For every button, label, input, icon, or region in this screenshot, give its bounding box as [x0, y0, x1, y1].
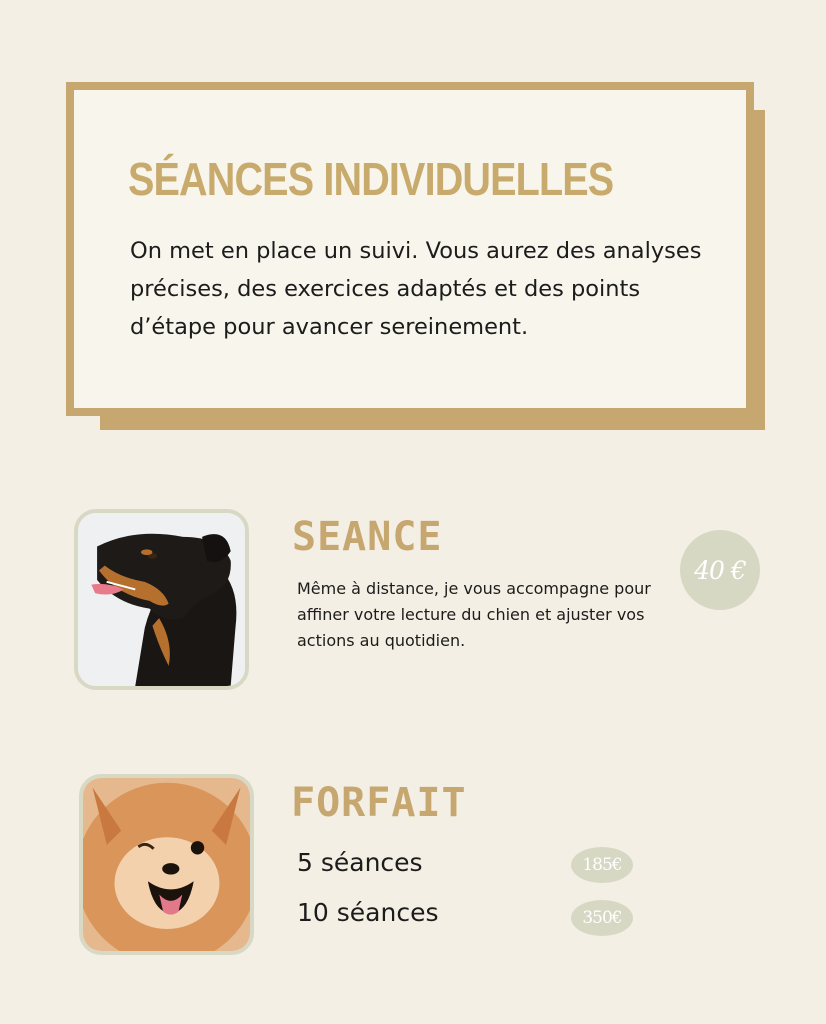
package-5-price: 185€ — [582, 855, 622, 875]
package-5-label: 5 séances — [297, 848, 423, 877]
rottweiler-photo — [74, 509, 249, 690]
package-10-label: 10 séances — [297, 898, 439, 927]
forfait-title: FORFAIT — [291, 780, 467, 826]
seance-description: Même à distance, je vous accompagne pour affiner votre lecture du chien et ajuster vos actions au quotidien. — [297, 579, 651, 650]
package-5-price-badge — [571, 847, 633, 883]
header-card — [66, 82, 754, 416]
package-10-price: 350€ — [582, 908, 622, 928]
page-title: SÉANCES INDIVIDUELLES — [128, 153, 614, 205]
package-10-price-badge — [571, 900, 633, 936]
header-description: On met en place un suivi. Vous aurez des analyses précises, des exercices adaptés et des points d’étape pour avancer sereinement. — [130, 238, 702, 340]
seance-price-badge — [680, 530, 760, 610]
seance-title: SEANCE — [292, 514, 443, 560]
pomeranian-photo — [79, 774, 254, 955]
seance-price: 40 € — [694, 555, 746, 585]
